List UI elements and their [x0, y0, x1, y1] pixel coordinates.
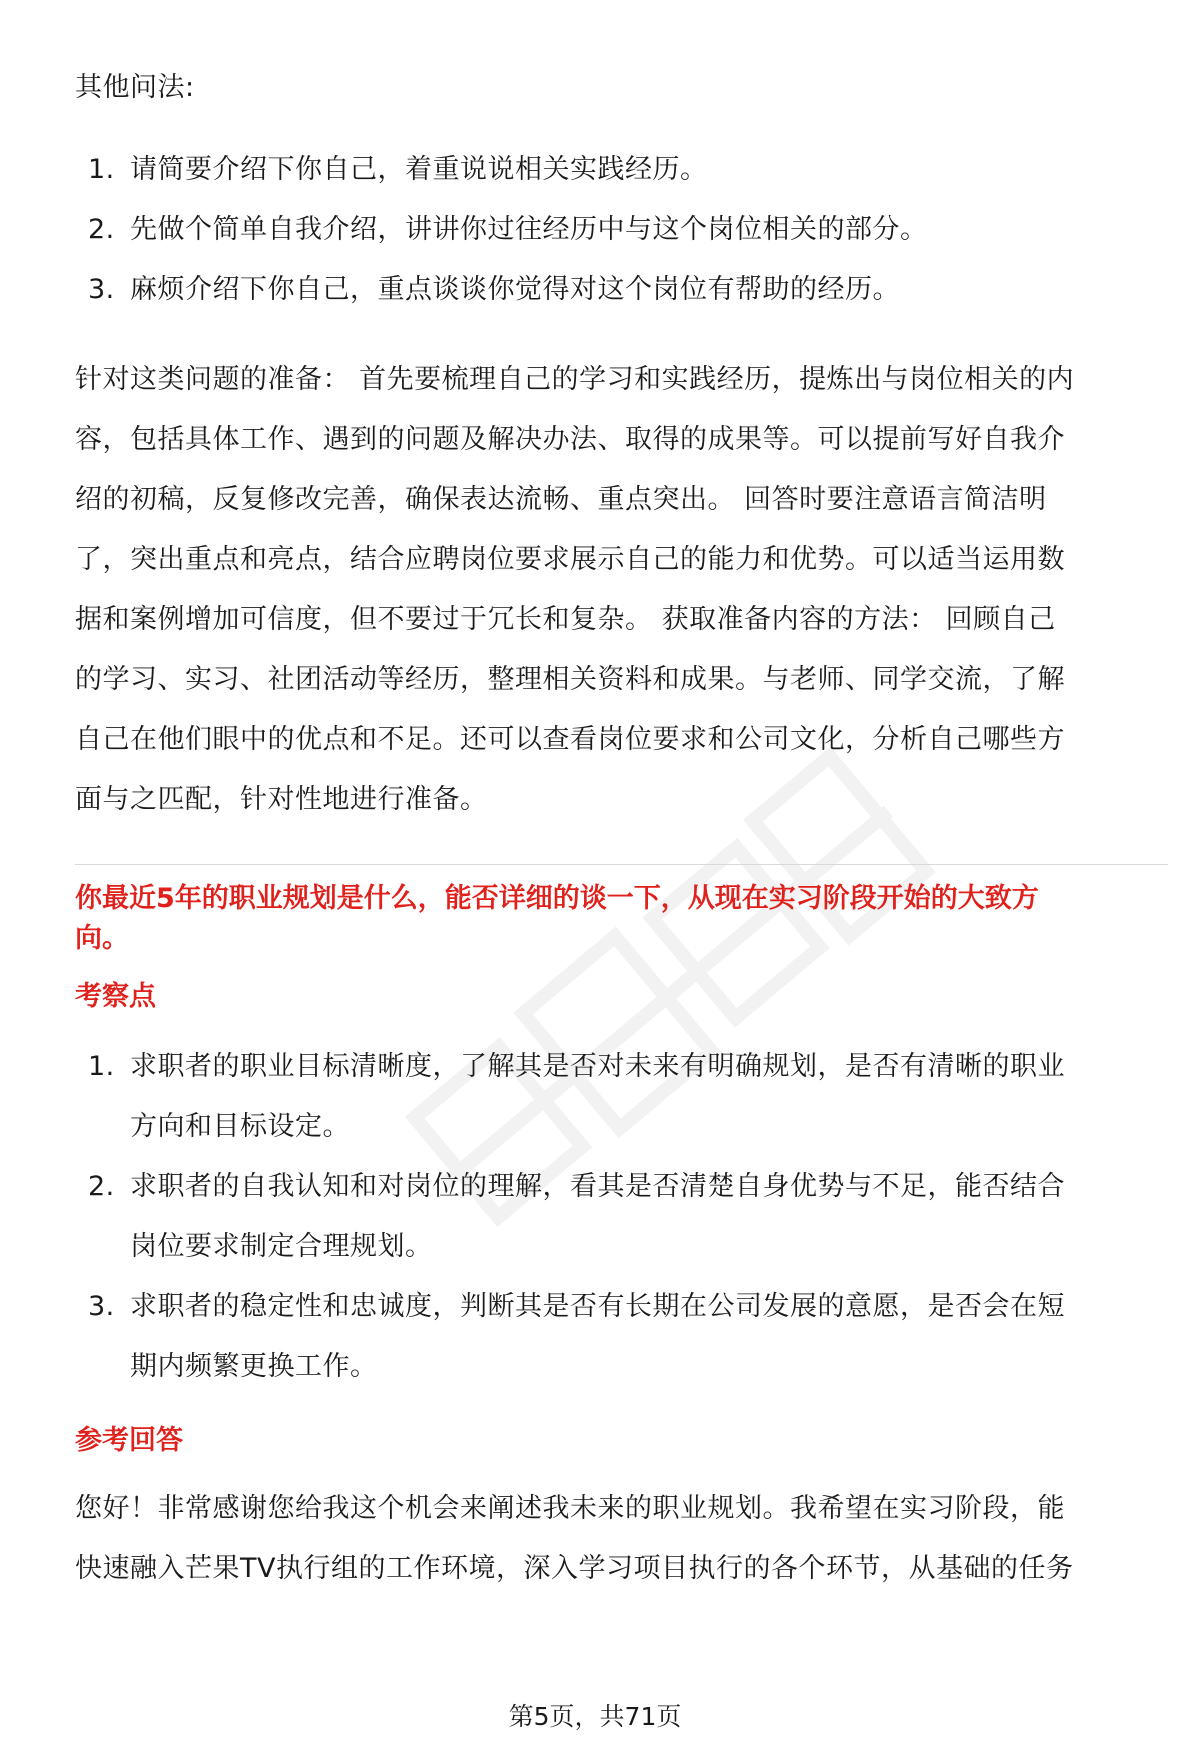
section-divider	[75, 864, 1168, 865]
alt-questions-list	[75, 140, 1168, 320]
list-number: 3.	[88, 1291, 115, 1322]
focus-heading: 考察点	[75, 981, 156, 1012]
paragraph-line: 面与之匹配，针对性地进行准备。	[75, 784, 488, 815]
answer-paragraph	[75, 1479, 1168, 1599]
paragraph-line: 的学习、实习、社团活动等经历，整理相关资料和成果。与老师、同学交流，了解	[75, 664, 1065, 695]
list-item-text: 先做个简单自我介绍，讲讲你过往经历中与这个岗位相关的部分。	[130, 214, 928, 245]
list-item	[75, 140, 1168, 200]
list-item-text: 期内频繁更换工作。	[130, 1351, 378, 1382]
list-number: 2.	[88, 1171, 115, 1202]
alt-questions-label: 其他问法:	[75, 72, 195, 103]
list-item-text: 请简要介绍下你自己，着重说说相关实践经历。	[130, 154, 708, 185]
paragraph-line: 您好！非常感谢您给我这个机会来阐述我未来的职业规划。我希望在实习阶段，能	[75, 1493, 1065, 1524]
page-content	[75, 58, 1168, 1599]
list-item-text: 麻烦介绍下你自己，重点谈谈你觉得对这个岗位有帮助的经历。	[130, 274, 900, 305]
paragraph-line: 针对这类问题的准备： 首先要梳理自己的学习和实践经历，提炼出与岗位相关的内	[75, 364, 1075, 395]
list-item-text: 求职者的稳定性和忠诚度，判断其是否有长期在公司发展的意愿，是否会在短	[130, 1291, 1065, 1322]
paragraph-line: 快速融入芒果TV执行组的工作环境，深入学习项目执行的各个环节，从基础的任务	[75, 1553, 1074, 1584]
preparation-paragraph	[75, 350, 1168, 830]
paragraph-line: 绍的初稿，反复修改完善，确保表达流畅、重点突出。 回答时要注意语言简洁明	[75, 484, 1047, 515]
list-item-text: 方向和目标设定。	[130, 1111, 350, 1142]
paragraph-line: 据和案例增加可信度，但不要过于冗长和复杂。 获取准备内容的方法： 回顾自己	[75, 604, 1056, 635]
focus-list	[75, 1037, 1168, 1397]
list-item-text: 求职者的职业目标清晰度，了解其是否对未来有明确规划，是否有清晰的职业	[130, 1051, 1065, 1082]
list-item	[75, 1157, 1168, 1277]
list-item	[75, 1037, 1168, 1157]
list-number: 1.	[88, 154, 115, 185]
page-number-footer: 第5页，共71页	[508, 1702, 682, 1731]
list-item-text: 岗位要求制定合理规划。	[130, 1231, 433, 1262]
list-number: 3.	[88, 274, 115, 305]
list-number: 2.	[88, 214, 115, 245]
list-item	[75, 200, 1168, 260]
list-number: 1.	[88, 1051, 115, 1082]
list-item	[75, 260, 1168, 320]
list-item-text: 求职者的自我认知和对岗位的理解，看其是否清楚自身优势与不足，能否结合	[130, 1171, 1065, 1202]
paragraph-line: 容，包括具体工作、遇到的问题及解决办法、取得的成果等。可以提前写好自我介	[75, 424, 1065, 455]
paragraph-line: 自己在他们眼中的优点和不足。还可以查看岗位要求和公司文化，分析自己哪些方	[75, 724, 1065, 755]
paragraph-line: 了，突出重点和亮点，结合应聘岗位要求展示自己的能力和优势。可以适当运用数	[75, 544, 1065, 575]
list-item	[75, 1277, 1168, 1397]
answer-heading: 参考回答	[75, 1425, 183, 1456]
question-title-line: 向。	[75, 923, 129, 954]
question-title-line: 你最近5年的职业规划是什么，能否详细的谈一下，从现在实习阶段开始的大致方	[75, 883, 1039, 914]
